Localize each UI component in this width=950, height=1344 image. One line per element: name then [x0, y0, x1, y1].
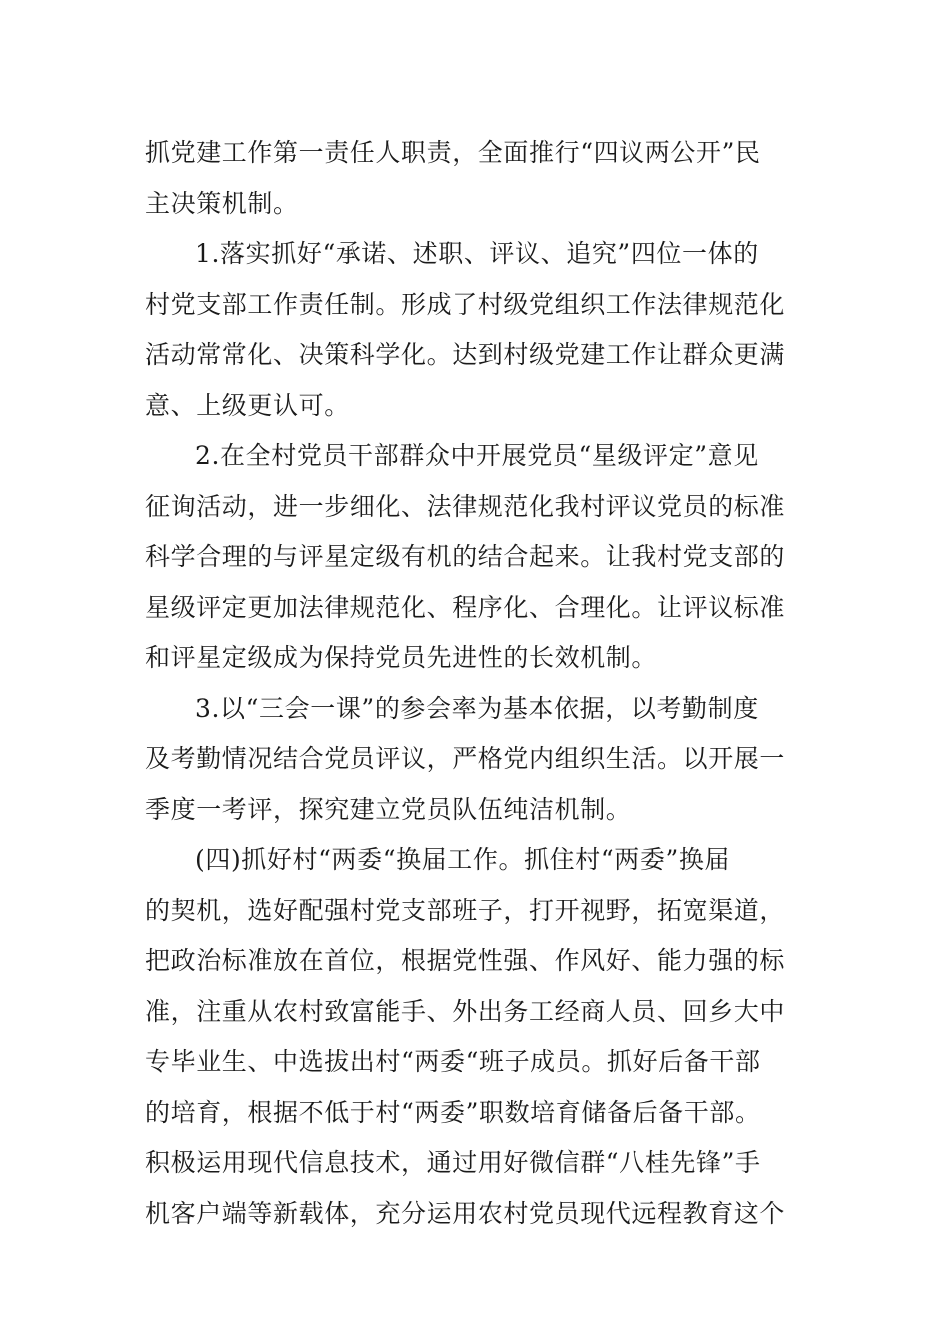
text-line: 意、上级更认可。	[145, 390, 350, 420]
text-line: 抓党建工作第一责任人职责，全面推行“四议两公开”民	[145, 138, 761, 167]
text-line: 星级评定更加法律规范化、程序化、合理化。让评议标准	[145, 592, 786, 622]
text-line: 村党支部工作责任制。形成了村级党组织工作法律规范化	[145, 289, 786, 319]
text-line: 1.落实抓好“承诺、述职、评议、追究”四位一体的	[195, 239, 759, 268]
text-line: 的契机，选好配强村党支部班子，打开视野，拓宽渠道，	[145, 895, 786, 925]
text-line: (四)抓好村“两委“换届工作。抓住村“两委”换届	[195, 845, 731, 874]
body-text	[145, 128, 807, 1239]
text-line: 把政治标准放在首位，根据党性强、作风好、能力强的标	[145, 946, 786, 975]
text-line: 征询活动，进一步细化、法律规范化我村评议党员的标准	[145, 491, 786, 521]
text-line: 季度一考评，探究建立党员队伍纯洁机制。	[145, 794, 632, 824]
text-line: 科学合理的与评星定级有机的结合起来。让我村党支部的	[145, 542, 786, 571]
text-line: 主决策机制。	[145, 188, 299, 218]
text-line: 机客户端等新载体，充分运用农村党员现代远程教育这个	[145, 1198, 786, 1228]
text-line: 积极运用现代信息技术，通过用好微信群“八桂先锋”手	[145, 1148, 761, 1177]
text-line: 2.在全村党员干部群众中开展党员“星级评定”意见	[195, 441, 759, 470]
text-line: 及考勤情况结合党员评议，严格党内组织生活。以开展一	[145, 744, 786, 773]
text-line: 专毕业生、中选拔出村“两委“班子成员。抓好后备干部	[145, 1047, 761, 1076]
text-line: 准，注重从农村致富能手、外出务工经商人员、回乡大中	[145, 996, 786, 1026]
text-line: 的培育，根据不低于村“两委”职数培育储备后备干部。	[145, 1097, 761, 1127]
text-line: 和评星定级成为保持党员先进性的长效机制。	[145, 643, 658, 672]
text-line: 3.以“三会一课”的参会率为基本依据，以考勤制度	[195, 693, 759, 723]
text-line: 活动常常化、决策科学化。达到村级党建工作让群众更满	[145, 340, 786, 369]
